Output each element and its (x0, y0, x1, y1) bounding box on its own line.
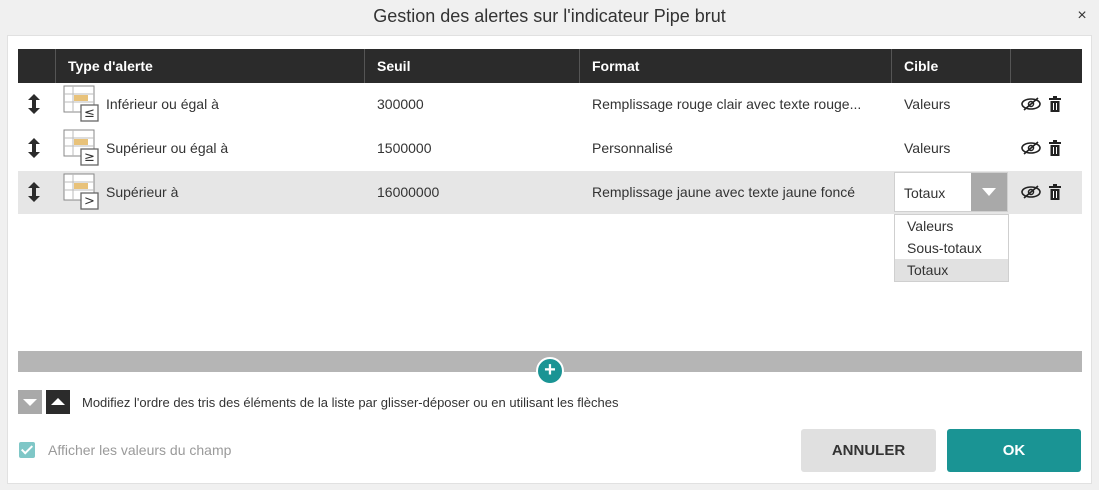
alert-symbol: ≤ (84, 106, 95, 121)
move-down-button[interactable] (18, 390, 42, 414)
header-format: Format (580, 49, 892, 83)
trash-icon[interactable] (1048, 96, 1062, 112)
alert-symbol: > (84, 194, 95, 209)
header-threshold: Seuil (365, 49, 580, 83)
drag-handle-icon[interactable] (27, 138, 41, 158)
target-value[interactable]: Valeurs (904, 140, 951, 156)
close-button[interactable]: × (1077, 7, 1087, 24)
ok-button[interactable]: OK (947, 429, 1081, 472)
format-value[interactable]: Remplissage rouge clair avec texte rouge... (592, 96, 862, 112)
alert-type-label: Inférieur ou égal à (106, 96, 219, 112)
threshold-value[interactable]: 16000000 (377, 184, 440, 200)
dropdown-option-totals[interactable]: Totaux (895, 259, 1008, 281)
table-header (18, 49, 1082, 83)
threshold-value[interactable]: 1500000 (377, 140, 432, 156)
header-actions (1011, 49, 1082, 83)
drag-handle-icon[interactable] (27, 94, 41, 114)
target-value[interactable]: Valeurs (904, 96, 951, 112)
dropdown-option-values[interactable]: Valeurs (907, 218, 954, 234)
header-alert-type: Type d'alerte (56, 49, 365, 83)
alert-symbol: ≥ (84, 150, 95, 165)
dialog-title: Gestion des alertes sur l'indicateur Pipe brut (373, 6, 726, 26)
title-bar (0, 0, 1099, 35)
table-row[interactable] (18, 83, 1082, 126)
threshold-value[interactable]: 300000 (377, 96, 424, 112)
target-select-value: Totaux (904, 185, 946, 201)
move-up-button[interactable] (46, 390, 70, 414)
show-values-label: Afficher les valeurs du champ (48, 442, 232, 458)
table-row[interactable] (18, 127, 1082, 170)
table-row-selected[interactable] (18, 171, 1082, 214)
trash-icon[interactable] (1048, 140, 1062, 156)
show-values-checkbox[interactable] (19, 442, 35, 458)
target-select[interactable] (894, 172, 1008, 212)
drag-handle-icon[interactable] (27, 182, 41, 202)
alert-type-label: Supérieur à (106, 184, 179, 200)
target-dropdown-list (894, 214, 1009, 282)
add-alert-button[interactable]: + (536, 357, 564, 385)
format-value[interactable]: Personnalisé (592, 140, 673, 156)
order-hint-text: Modifiez l'ordre des tris des éléments de la liste par glisser-déposer ou en utilisant les flèches (82, 395, 619, 410)
hide-icon[interactable] (1021, 96, 1041, 112)
format-value[interactable]: Remplissage jaune avec texte jaune foncé (592, 184, 856, 200)
hide-icon[interactable] (1021, 184, 1041, 200)
dialog-content (7, 35, 1092, 484)
header-drag-column (18, 49, 56, 83)
header-target: Cible (892, 49, 1011, 83)
cancel-button[interactable]: ANNULER (801, 429, 936, 472)
chevron-down-icon[interactable] (971, 173, 1007, 211)
trash-icon[interactable] (1048, 184, 1062, 200)
alert-type-label: Supérieur ou égal à (106, 140, 229, 156)
dropdown-option-subtotals[interactable]: Sous-totaux (907, 240, 982, 256)
hide-icon[interactable] (1021, 140, 1041, 156)
